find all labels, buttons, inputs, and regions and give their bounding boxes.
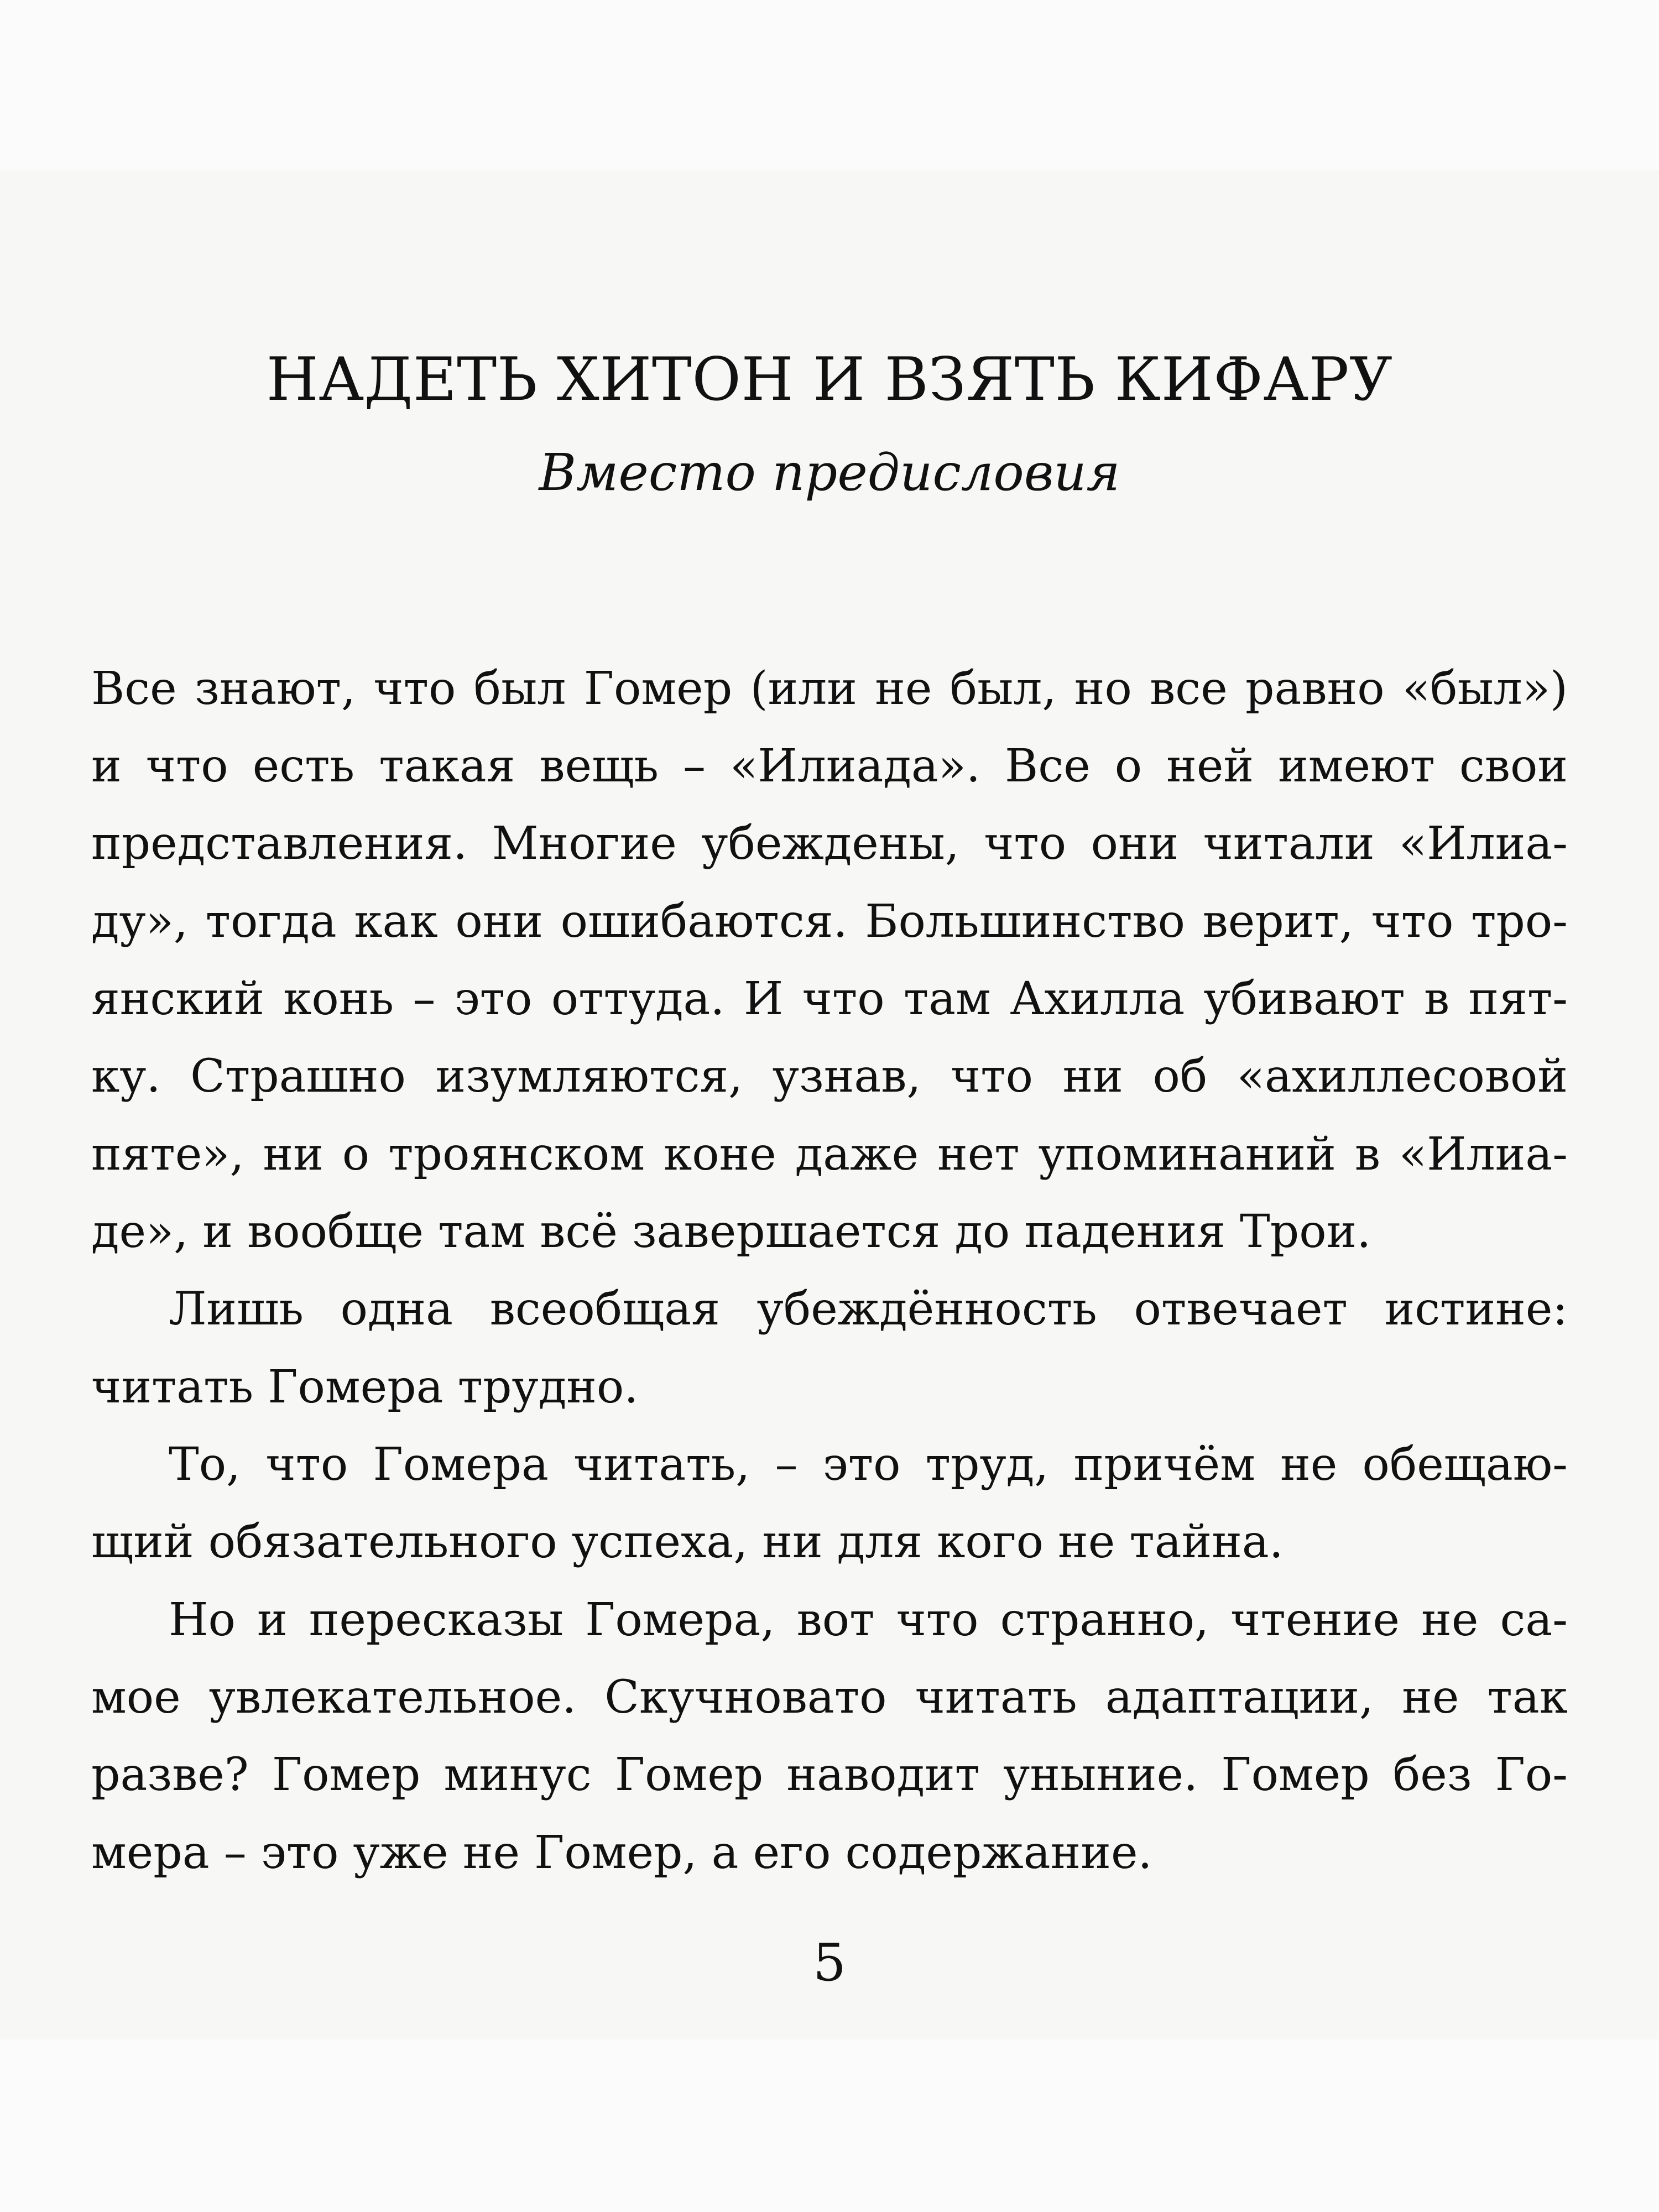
text-line: читать Гомера трудно. — [91, 1361, 639, 1413]
text-line: ду», тогда как они ошибаются. Большинство верит, что тро- — [91, 895, 1568, 948]
text-line: янский конь – это оттуда. И что там Ахилла убивают в пят- — [91, 973, 1568, 1025]
text-line: и что есть такая вещь – «Илиада». Все о ней имеют свои — [91, 740, 1568, 792]
text-line: мера – это уже не Гомер, а его содержание. — [91, 1827, 1152, 1879]
chapter-subtitle: Вместо предисловия — [539, 443, 1120, 502]
text-line: мое увлекательное. Скучновато читать адаптации, не так — [91, 1671, 1568, 1724]
text-line: представления. Многие убеждены, что они читали «Илиа- — [91, 817, 1568, 870]
text-line: де», и вообще там всё завершается до падения Трои. — [91, 1206, 1371, 1258]
text-line: То, что Гомера читать, – это труд, причём не обещаю- — [169, 1438, 1568, 1491]
text-line: Но и пересказы Гомера, вот что странно, чтение не са- — [169, 1594, 1568, 1646]
page-number: 5 — [813, 1933, 846, 1993]
text-line: пяте», ни о троянском коне даже нет упоминаний в «Илиа- — [91, 1128, 1568, 1181]
text-line: щий обязательного успеха, ни для кого не тайна. — [91, 1516, 1284, 1568]
text-line: Лишь одна всеобщая убеждённость отвечает истине: — [169, 1283, 1568, 1335]
text-line: разве? Гомер минус Гомер наводит уныние. Гомер без Го- — [91, 1749, 1568, 1801]
chapter-title: НАДЕТЬ ХИТОН И ВЗЯТЬ КИФАРУ — [266, 345, 1393, 414]
text-line: ку. Страшно изумляются, узнав, что ни об «ахиллесовой — [91, 1050, 1568, 1103]
text-line: Все знают, что был Гомер (или не был, но все равно «был») — [91, 662, 1568, 715]
